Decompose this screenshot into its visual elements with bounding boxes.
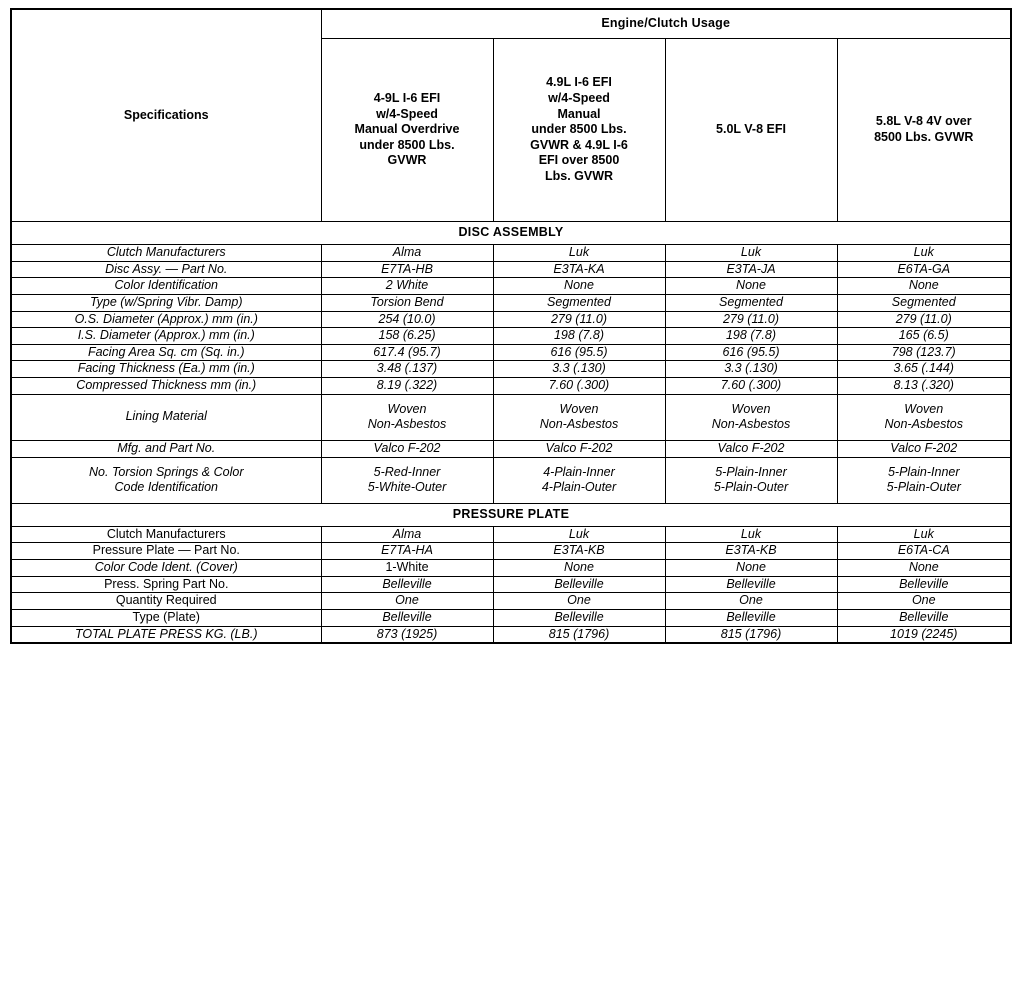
row-value: E6TA-CA <box>837 543 1011 560</box>
row-value: 8.19 (.322) <box>321 378 493 395</box>
row-label: Quantity Required <box>11 593 321 610</box>
row-value: 873 (1925) <box>321 626 493 643</box>
table-body <box>11 222 1011 644</box>
row-value: 1-White <box>321 560 493 577</box>
table-header <box>11 9 1011 222</box>
row-value: None <box>837 560 1011 577</box>
row-value: Woven Non-Asbestos <box>493 394 665 440</box>
row-value: One <box>321 593 493 610</box>
row-value: Belleville <box>493 576 665 593</box>
section-title-pressure-plate: PRESSURE PLATE <box>11 503 1011 526</box>
row-value: One <box>665 593 837 610</box>
row-value: E3TA-KB <box>665 543 837 560</box>
table-row <box>11 361 1011 378</box>
table-row <box>11 457 1011 503</box>
clutch-specifications-table <box>10 8 1012 644</box>
row-label: Pressure Plate — Part No. <box>11 543 321 560</box>
row-label: Clutch Manufacturers <box>11 526 321 543</box>
row-value: 616 (95.5) <box>493 344 665 361</box>
row-label: O.S. Diameter (Approx.) mm (in.) <box>11 311 321 328</box>
engine-clutch-usage-header: Engine/Clutch Usage <box>321 9 1011 39</box>
row-value: Belleville <box>837 576 1011 593</box>
row-value: 616 (95.5) <box>665 344 837 361</box>
row-value: Valco F-202 <box>493 440 665 457</box>
row-value: 5-Plain-Inner 5-Plain-Outer <box>837 457 1011 503</box>
row-value: Woven Non-Asbestos <box>837 394 1011 440</box>
table-row <box>11 440 1011 457</box>
row-value: One <box>493 593 665 610</box>
row-value: None <box>665 560 837 577</box>
row-value: 2 White <box>321 278 493 295</box>
row-value: Woven Non-Asbestos <box>321 394 493 440</box>
row-value: E3TA-JA <box>665 261 837 278</box>
row-value: 5-Red-Inner 5-White-Outer <box>321 457 493 503</box>
row-value: 8.13 (.320) <box>837 378 1011 395</box>
row-value: Belleville <box>665 609 837 626</box>
row-value: Alma <box>321 526 493 543</box>
row-value: 3.3 (.130) <box>665 361 837 378</box>
row-value: 279 (11.0) <box>665 311 837 328</box>
row-label: Facing Thickness (Ea.) mm (in.) <box>11 361 321 378</box>
row-label: Color Identification <box>11 278 321 295</box>
section-header-row <box>11 503 1011 526</box>
row-value: Luk <box>665 245 837 262</box>
row-label: Press. Spring Part No. <box>11 576 321 593</box>
row-value: Luk <box>837 245 1011 262</box>
table-row <box>11 278 1011 295</box>
row-label: I.S. Diameter (Approx.) mm (in.) <box>11 328 321 345</box>
spec-column-header-cell <box>11 9 321 222</box>
row-value: 3.48 (.137) <box>321 361 493 378</box>
row-value: 279 (11.0) <box>493 311 665 328</box>
table-row <box>11 344 1011 361</box>
row-label: Color Code Ident. (Cover) <box>11 560 321 577</box>
row-label: Type (w/Spring Vibr. Damp) <box>11 294 321 311</box>
row-value: None <box>837 278 1011 295</box>
table-row <box>11 576 1011 593</box>
row-label: Lining Material <box>11 394 321 440</box>
table-row <box>11 593 1011 610</box>
row-value: 4-Plain-Inner 4-Plain-Outer <box>493 457 665 503</box>
row-value: Belleville <box>837 609 1011 626</box>
row-value: Valco F-202 <box>321 440 493 457</box>
row-value: Woven Non-Asbestos <box>665 394 837 440</box>
table-row <box>11 328 1011 345</box>
row-value: E7TA-HA <box>321 543 493 560</box>
row-value: 5-Plain-Inner 5-Plain-Outer <box>665 457 837 503</box>
row-value: 3.3 (.130) <box>493 361 665 378</box>
row-value: Luk <box>837 526 1011 543</box>
spec-column-header-label: Specifications <box>123 107 209 122</box>
header-group-row <box>11 9 1011 39</box>
column-header-4: 5.8L V-8 4V over 8500 Lbs. GVWR <box>837 39 1011 222</box>
row-value: None <box>665 278 837 295</box>
row-value: 198 (7.8) <box>665 328 837 345</box>
row-value: Alma <box>321 245 493 262</box>
row-value: Belleville <box>321 609 493 626</box>
row-value: Torsion Bend <box>321 294 493 311</box>
row-value: Luk <box>493 245 665 262</box>
row-value: 254 (10.0) <box>321 311 493 328</box>
row-value: Segmented <box>493 294 665 311</box>
row-value: 158 (6.25) <box>321 328 493 345</box>
row-value: Valco F-202 <box>837 440 1011 457</box>
row-value: 815 (1796) <box>493 626 665 643</box>
row-value: Valco F-202 <box>665 440 837 457</box>
table-row <box>11 560 1011 577</box>
row-value: 617.4 (95.7) <box>321 344 493 361</box>
table-row <box>11 394 1011 440</box>
column-header-1: 4-9L I-6 EFI w/4-Speed Manual Overdrive under 8500 Lbs. GVWR <box>321 39 493 222</box>
row-value: Luk <box>665 526 837 543</box>
table-row <box>11 526 1011 543</box>
table-row <box>11 245 1011 262</box>
row-value: One <box>837 593 1011 610</box>
row-label: Facing Area Sq. cm (Sq. in.) <box>11 344 321 361</box>
row-value: Belleville <box>493 609 665 626</box>
row-label: Type (Plate) <box>11 609 321 626</box>
row-label: TOTAL PLATE PRESS KG. (LB.) <box>11 626 321 643</box>
row-value: E3TA-KA <box>493 261 665 278</box>
row-value: E3TA-KB <box>493 543 665 560</box>
row-value: E7TA-HB <box>321 261 493 278</box>
row-value: None <box>493 560 665 577</box>
section-header-row <box>11 222 1011 245</box>
row-label: No. Torsion Springs & Color Code Identification <box>11 457 321 503</box>
row-label: Compressed Thickness mm (in.) <box>11 378 321 395</box>
row-value: 798 (123.7) <box>837 344 1011 361</box>
table-row <box>11 626 1011 643</box>
row-value: 7.60 (.300) <box>493 378 665 395</box>
table-row <box>11 294 1011 311</box>
row-value: 815 (1796) <box>665 626 837 643</box>
column-header-2: 4.9L I-6 EFI w/4-Speed Manual under 8500 Lbs. GVWR & 4.9L I-6 EFI over 8500 Lbs. GVWR <box>493 39 665 222</box>
row-value: Belleville <box>321 576 493 593</box>
row-label: Clutch Manufacturers <box>11 245 321 262</box>
row-label: Mfg. and Part No. <box>11 440 321 457</box>
row-value: Segmented <box>837 294 1011 311</box>
row-value: 3.65 (.144) <box>837 361 1011 378</box>
table-row <box>11 261 1011 278</box>
row-label: Disc Assy. — Part No. <box>11 261 321 278</box>
column-header-3: 5.0L V-8 EFI <box>665 39 837 222</box>
row-value: Segmented <box>665 294 837 311</box>
row-value: 279 (11.0) <box>837 311 1011 328</box>
row-value: 1019 (2245) <box>837 626 1011 643</box>
row-value: 7.60 (.300) <box>665 378 837 395</box>
table-row <box>11 378 1011 395</box>
row-value: E6TA-GA <box>837 261 1011 278</box>
row-value: Luk <box>493 526 665 543</box>
section-title-disc-assembly: DISC ASSEMBLY <box>11 222 1011 245</box>
row-value: None <box>493 278 665 295</box>
table-row <box>11 609 1011 626</box>
table-row <box>11 543 1011 560</box>
row-value: 198 (7.8) <box>493 328 665 345</box>
row-value: Belleville <box>665 576 837 593</box>
row-value: 165 (6.5) <box>837 328 1011 345</box>
table-row <box>11 311 1011 328</box>
